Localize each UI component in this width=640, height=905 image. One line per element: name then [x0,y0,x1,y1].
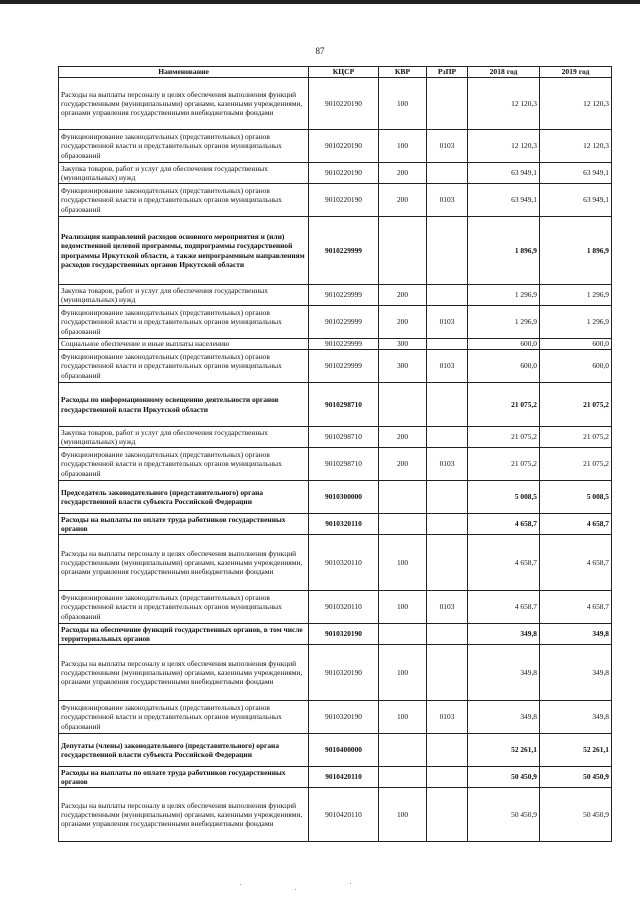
budget-table [58,66,612,842]
table-row [59,514,612,535]
cell-kvr: 100 [379,591,427,624]
cell-rzpr: 0103 [427,184,468,217]
cell-kvr: 200 [379,427,427,448]
cell-kcsr: 9010220190 [309,130,379,163]
cell-kvr: 100 [379,645,427,701]
cell-2019: 52 261,1 [540,734,612,767]
cell-name: Функционирование законодательных (представительных) органов государственной власти и представительных органов муниципальных образований [59,184,309,217]
cell-rzpr [427,427,468,448]
table-row [59,624,612,645]
cell-kvr: 200 [379,448,427,481]
cell-kcsr: 9010298710 [309,383,379,427]
cell-kcsr: 9010300000 [309,481,379,514]
cell-rzpr: 0103 [427,591,468,624]
cell-kcsr: 9010320190 [309,645,379,701]
table-row [59,535,612,591]
cell-2018: 52 261,1 [468,734,540,767]
table-row [59,645,612,701]
cell-name: Функционирование законодательных (представительных) органов государственной власти и представительных органов муниципальных образований [59,306,309,339]
cell-2019: 63 949,1 [540,184,612,217]
scan-noise [200,880,400,900]
cell-kvr: 100 [379,535,427,591]
cell-kcsr: 9010229999 [309,350,379,383]
column-header-kcsr: КЦСР [309,67,379,78]
cell-kvr: 100 [379,78,427,130]
cell-kvr [379,767,427,788]
cell-name: Функционирование законодательных (представительных) органов государственной власти и представительных органов муниципальных образований [59,130,309,163]
cell-2019: 21 075,2 [540,383,612,427]
cell-kcsr: 9010298710 [309,448,379,481]
cell-kcsr: 9010320110 [309,591,379,624]
cell-rzpr [427,285,468,306]
cell-kvr [379,383,427,427]
cell-kvr [379,624,427,645]
cell-2018: 1 896,9 [468,217,540,285]
cell-rzpr [427,78,468,130]
cell-kvr: 200 [379,285,427,306]
cell-2018: 349,8 [468,624,540,645]
cell-rzpr: 0103 [427,448,468,481]
cell-kvr: 200 [379,184,427,217]
cell-2018: 600,0 [468,339,540,350]
cell-kvr: 100 [379,788,427,842]
cell-kcsr: 9010320110 [309,514,379,535]
table-row [59,306,612,339]
table-row [59,163,612,184]
cell-kvr: 300 [379,350,427,383]
cell-name: Расходы на выплаты персоналу в целях обеспечения выполнения функций государственными (муниципальными) органами, казенными учреждениями, органами управления государственными внебюджетными фондами [59,788,309,842]
cell-rzpr [427,734,468,767]
cell-kvr [379,481,427,514]
table-row [59,217,612,285]
cell-2018: 21 075,2 [468,427,540,448]
cell-rzpr [427,624,468,645]
cell-2019: 4 658,7 [540,514,612,535]
cell-name: Функционирование законодательных (представительных) органов государственной власти и представительных органов муниципальных образований [59,701,309,734]
cell-kcsr: 9010229999 [309,217,379,285]
cell-kcsr: 9010400000 [309,734,379,767]
column-header-2019: 2019 год [540,67,612,78]
cell-kcsr: 9010229999 [309,306,379,339]
cell-kvr [379,217,427,285]
cell-rzpr [427,339,468,350]
cell-2018: 21 075,2 [468,383,540,427]
cell-2019: 1 896,9 [540,217,612,285]
page-number: 87 [315,46,325,56]
table-header-row [59,67,612,78]
cell-2018: 50 450,9 [468,788,540,842]
table-body [59,78,612,842]
cell-rzpr: 0103 [427,350,468,383]
cell-name: Социальное обеспечение и иные выплаты населению [59,339,309,350]
cell-name: Расходы на выплаты персоналу в целях обеспечения выполнения функций государственными (муниципальными) органами, казенными учреждениями, органами управления государственными внебюджетными фондами [59,645,309,701]
cell-rzpr: 0103 [427,306,468,339]
cell-name: Функционирование законодательных (представительных) органов государственной власти и представительных органов муниципальных образований [59,591,309,624]
cell-2018: 5 008,5 [468,481,540,514]
cell-rzpr [427,645,468,701]
cell-kcsr: 9010298710 [309,427,379,448]
cell-kcsr: 9010320110 [309,535,379,591]
cell-2019: 1 296,9 [540,306,612,339]
cell-name: Расходы на выплаты по оплате труда работников государственных органов [59,514,309,535]
cell-kvr [379,734,427,767]
cell-name: Расходы на обеспечение функций государственных органов, в том числе территориальных органов [59,624,309,645]
table-row [59,788,612,842]
table-row [59,448,612,481]
cell-rzpr: 0103 [427,130,468,163]
cell-kvr [379,514,427,535]
cell-kvr: 300 [379,339,427,350]
cell-kvr: 100 [379,701,427,734]
cell-kvr: 200 [379,163,427,184]
cell-2018: 4 658,7 [468,591,540,624]
cell-2019: 12 120,3 [540,130,612,163]
column-header-name: Наименование [59,67,309,78]
cell-2019: 600,0 [540,339,612,350]
cell-kcsr: 9010420110 [309,788,379,842]
cell-2019: 21 075,2 [540,427,612,448]
cell-kcsr: 9010420110 [309,767,379,788]
table-row [59,78,612,130]
table-row [59,701,612,734]
cell-name: Закупка товаров, работ и услуг для обеспечения государственных (муниципальных) нужд [59,163,309,184]
table-row [59,591,612,624]
cell-kcsr: 9010220190 [309,163,379,184]
cell-2018: 1 296,9 [468,285,540,306]
cell-2018: 63 949,1 [468,184,540,217]
cell-kcsr: 9010229999 [309,285,379,306]
cell-rzpr: 0103 [427,701,468,734]
cell-2018: 21 075,2 [468,448,540,481]
cell-2019: 349,8 [540,645,612,701]
cell-rzpr [427,535,468,591]
column-header-kvr: КВР [379,67,427,78]
cell-name: Расходы на выплаты персоналу в целях обеспечения выполнения функций государственными (муниципальными) органами, казенными учреждениями, органами управления государственными внебюджетными фондами [59,535,309,591]
cell-rzpr [427,383,468,427]
column-header-rzpr: РзПР [427,67,468,78]
table-row [59,734,612,767]
table-row [59,350,612,383]
cell-2019: 5 008,5 [540,481,612,514]
table-row [59,285,612,306]
cell-2019: 1 296,9 [540,285,612,306]
cell-name: Расходы на выплаты по оплате труда работников государственных органов [59,767,309,788]
cell-2018: 12 120,3 [468,78,540,130]
cell-kcsr: 9010320190 [309,624,379,645]
table-row [59,383,612,427]
cell-2019: 63 949,1 [540,163,612,184]
cell-kcsr: 9010320190 [309,701,379,734]
cell-name: Функционирование законодательных (представительных) органов государственной власти и представительных органов муниципальных образований [59,448,309,481]
cell-2018: 1 296,9 [468,306,540,339]
cell-2019: 50 450,9 [540,788,612,842]
cell-2019: 4 658,7 [540,591,612,624]
cell-2019: 21 075,2 [540,448,612,481]
cell-2018: 12 120,3 [468,130,540,163]
cell-rzpr [427,788,468,842]
cell-rzpr [427,767,468,788]
scan-top-border [0,0,640,4]
cell-name: Закупка товаров, работ и услуг для обеспечения государственных (муниципальных) нужд [59,427,309,448]
column-header-2018: 2018 год [468,67,540,78]
cell-2018: 600,0 [468,350,540,383]
cell-kvr: 200 [379,306,427,339]
cell-2019: 600,0 [540,350,612,383]
table-row [59,130,612,163]
cell-name: Функционирование законодательных (представительных) органов государственной власти и представительных органов муниципальных образований [59,350,309,383]
cell-rzpr [427,481,468,514]
cell-kcsr: 9010220190 [309,184,379,217]
table-row [59,339,612,350]
cell-name: Председатель законодательного (представительного) органа государственной власти субъекта Российской Федерации [59,481,309,514]
cell-name: Расходы на выплаты персоналу в целях обеспечения выполнения функций государственными (муниципальными) органами, казенными учреждениями, органами управления государственными внебюджетными фондами [59,78,309,130]
cell-kcsr: 9010220190 [309,78,379,130]
cell-kcsr: 9010229999 [309,339,379,350]
cell-2018: 4 658,7 [468,514,540,535]
cell-kvr: 100 [379,130,427,163]
cell-2018: 349,8 [468,645,540,701]
cell-name: Депутаты (члены) законодательного (представительного) органа государственной власти субъекта Российской Федерации [59,734,309,767]
table-row [59,427,612,448]
cell-2019: 349,8 [540,701,612,734]
cell-2018: 63 949,1 [468,163,540,184]
cell-2018: 50 450,9 [468,767,540,788]
cell-rzpr [427,217,468,285]
cell-name: Закупка товаров, работ и услуг для обеспечения государственных (муниципальных) нужд [59,285,309,306]
cell-2018: 349,8 [468,701,540,734]
table-row [59,767,612,788]
cell-2019: 12 120,3 [540,78,612,130]
table-row [59,481,612,514]
cell-name: Реализация направлений расходов основного мероприятия и (или) ведомственной целевой программы, подпрограммы государственной программы Иркутской области, а также непрограммным направлениям расходов государственных органов Иркутской области [59,217,309,285]
cell-rzpr [427,514,468,535]
cell-2019: 4 658,7 [540,535,612,591]
cell-rzpr [427,163,468,184]
cell-2019: 50 450,9 [540,767,612,788]
cell-2019: 349,8 [540,624,612,645]
cell-name: Расходы по информационному освещению деятельности органов государственной власти Иркутской области [59,383,309,427]
table-row [59,184,612,217]
cell-2018: 4 658,7 [468,535,540,591]
